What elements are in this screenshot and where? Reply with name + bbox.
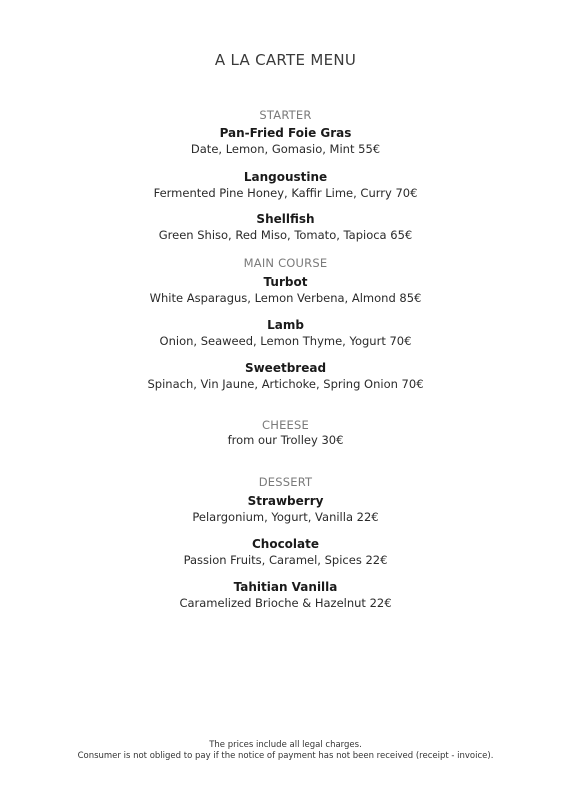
dish-item: [0, 169, 571, 201]
dish-item: [0, 317, 571, 349]
cheese-description: from our Trolley 30€: [227, 433, 344, 447]
dish-description: Caramelized Brioche & Hazelnut 22€: [179, 596, 392, 610]
dish-name: Pan-Fried Foie Gras: [219, 126, 352, 140]
dish-name: Chocolate: [251, 537, 320, 551]
section-heading-main-course: MAIN COURSE: [243, 256, 328, 270]
dish-description: Onion, Seaweed, Lemon Thyme, Yogurt 70€: [159, 334, 412, 348]
dish-item: [0, 274, 571, 306]
dish-item: [0, 579, 571, 611]
dish-name: Shellfish: [256, 212, 315, 226]
footer-line-prices: The prices include all legal charges.: [209, 740, 362, 750]
dish-description: Passion Fruits, Caramel, Spices 22€: [183, 553, 388, 567]
dish-item: [0, 536, 571, 568]
dish-name: Turbot: [263, 275, 308, 289]
dish-description: Green Shiso, Red Miso, Tomato, Tapioca 65€: [158, 228, 413, 242]
dish-name: Strawberry: [247, 494, 324, 508]
dish-description: White Asparagus, Lemon Verbena, Almond 85€: [149, 291, 422, 305]
dish-description: Spinach, Vin Jaune, Artichoke, Spring Onion 70€: [147, 377, 424, 391]
dish-name: Langoustine: [243, 170, 328, 184]
dish-description: Fermented Pine Honey, Kaffir Lime, Curry 70€: [153, 186, 418, 200]
section-heading-cheese: CHEESE: [262, 418, 309, 432]
section-heading-dessert: DESSERT: [258, 475, 313, 489]
dish-name: Tahitian Vanilla: [233, 580, 338, 594]
menu-title: A LA CARTE MENU: [214, 51, 357, 69]
dish-item: [0, 493, 571, 525]
section-heading-starter: STARTER: [259, 108, 312, 122]
dish-name: Sweetbread: [244, 361, 327, 375]
dish-description: Date, Lemon, Gomasio, Mint 55€: [190, 142, 381, 156]
dish-item: [0, 125, 571, 157]
dish-description: Pelargonium, Yogurt, Vanilla 22€: [192, 510, 379, 524]
dish-item: [0, 360, 571, 392]
footer-line-payment: Consumer is not obliged to pay if the notice of payment has not been received (receipt - invoice).: [77, 751, 494, 761]
dish-name: Lamb: [267, 318, 304, 332]
legal-footer: [0, 740, 571, 762]
dish-item: [0, 211, 571, 243]
